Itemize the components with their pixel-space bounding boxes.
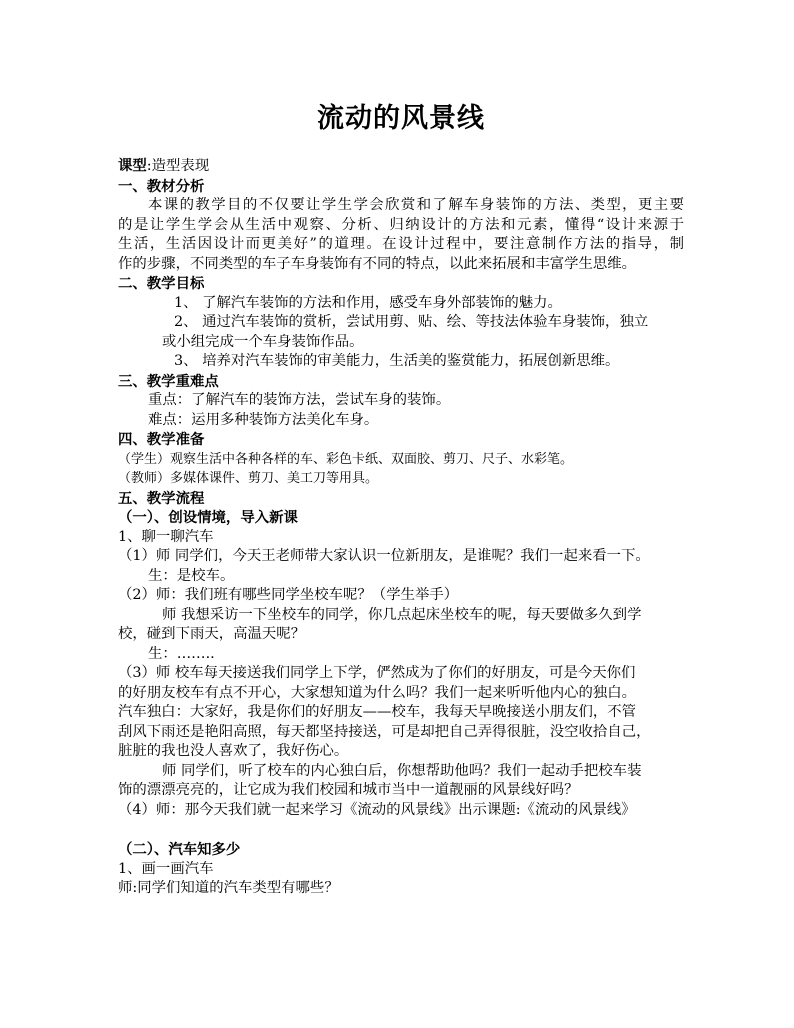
dialogue-line: （3）师 校车每天接送我们同学上下学，俨然成为了你们的好朋友，可是今天你们 — [118, 665, 636, 681]
dialogue-line: 师:同学们知道的汽车类型有哪些？ — [118, 880, 339, 896]
goal-item-2: 2、 通过汽车装饰的赏析，尝试用剪、贴、绘、等技法体验车身装饰，独立 — [174, 314, 649, 330]
dialogue-line: 生：是校车。 — [148, 567, 235, 584]
heading-preparation: 四、教学准备 — [118, 431, 205, 448]
goal-item-2-cont: 或小组完成一个车身装饰作品。 — [162, 333, 364, 350]
dialogue-line: （4）师：那今天我们就一起来学习《流动的风景线》出示课题:《流动的风景线》 — [118, 801, 636, 818]
paragraph-line: 生活，生活因设计而更美好”的道理。在设计过程中，要注意制作方法的指导，制 — [118, 236, 684, 252]
heading-process: 五、教学流程 — [118, 489, 205, 507]
dialogue-line: 汽车独白：大家好，我是你们的好朋友——校车，我每天早晚接送小朋友们，不管 — [118, 704, 637, 720]
paragraph-line: 作的步骤，不同类型的车子车身装饰有不同的特点，以此来拓展和丰富学生思维。 — [118, 255, 637, 272]
paragraph-line: 的是让学生学会从生活中观察、分析、归纳设计的方法和元素，懂得“设计来源于 — [118, 216, 684, 233]
heading-teaching-goals: 二、教学目标 — [118, 275, 205, 292]
dialogue-line: （1）师 同学们，今天王老师带大家认识一位新朋友，是谁呢？我们一起来看一下。 — [118, 548, 650, 564]
prep-teacher: （教师）多媒体课件、剪刀、美工刀等用具。 — [118, 471, 379, 486]
page-title: 流动的风景线 — [317, 103, 485, 134]
subsection-2: 1、画一画汽车 — [118, 860, 214, 877]
dialogue-line: 的好朋友校车有点不开心，大家想知道为什么吗？我们一起来听听他内心的独白。 — [118, 684, 637, 701]
section-heading-2: （二）、汽车知多少 — [118, 841, 241, 858]
document-body — [118, 156, 684, 899]
blank-line — [118, 820, 684, 840]
paragraph-line: 本课的教学目的不仅要让学生学会欣赏和了解车身装饰的方法、类型，更主要 — [148, 197, 684, 213]
lesson-type-label: 课型 — [118, 157, 147, 174]
heading-material-analysis: 一、教材分析 — [118, 177, 205, 195]
key-point: 重点：了解汽车的装饰方法，尝试车身的装饰。 — [148, 392, 451, 408]
section-heading-1: （一）、创设情境，导入新课 — [118, 509, 298, 526]
difficult-point: 难点：运用多种装饰方法美化车身。 — [148, 411, 379, 428]
dialogue-line: 校，碰到下雨天，高温天呢？ — [118, 626, 306, 642]
lesson-type-value: :造型表现 — [146, 158, 210, 174]
dialogue-line: 饰的漂漂亮亮的，让它成为我们校园和城市当中一道靓丽的风景线好吗？ — [118, 782, 579, 798]
dialogue-line: （2）师：我们班有哪些同学坐校车呢？（学生举手） — [118, 587, 459, 603]
goal-item-1: 1、 了解汽车装饰的方法和作用，感受车身外部装饰的魅力。 — [174, 294, 562, 311]
dialogue-line: 脏脏的我也没人喜欢了，我好伤心。 — [118, 743, 349, 759]
prep-students: （学生）观察生活中各种各样的车、彩色卡纸、双面胶、剪刀、尺子、水彩笔。 — [118, 451, 574, 467]
heading-key-points: 三、教学重难点 — [118, 372, 219, 390]
dialogue-line: 师 同学们，听了校车的内心独白后，你想帮助他吗？我们一起动手把校车装 — [162, 762, 642, 779]
dialogue-line: 生：…….. — [148, 645, 215, 662]
goal-item-3: 3、 培养对汽车装饰的审美能力，生活美的鉴赏能力，拓展创新思维。 — [174, 353, 620, 369]
lesson-type-line — [118, 156, 684, 177]
subsection-1: 1、聊一聊汽车 — [118, 528, 214, 545]
dialogue-line: 师 我想采访一下坐校车的同学，你几点起床坐校车的呢，每天要做多久到学 — [162, 606, 642, 623]
dialogue-line: 刮风下雨还是艳阳高照，每天都坚持接送，可是却把自己弄得很脏，没空收拾自己， — [118, 723, 651, 740]
